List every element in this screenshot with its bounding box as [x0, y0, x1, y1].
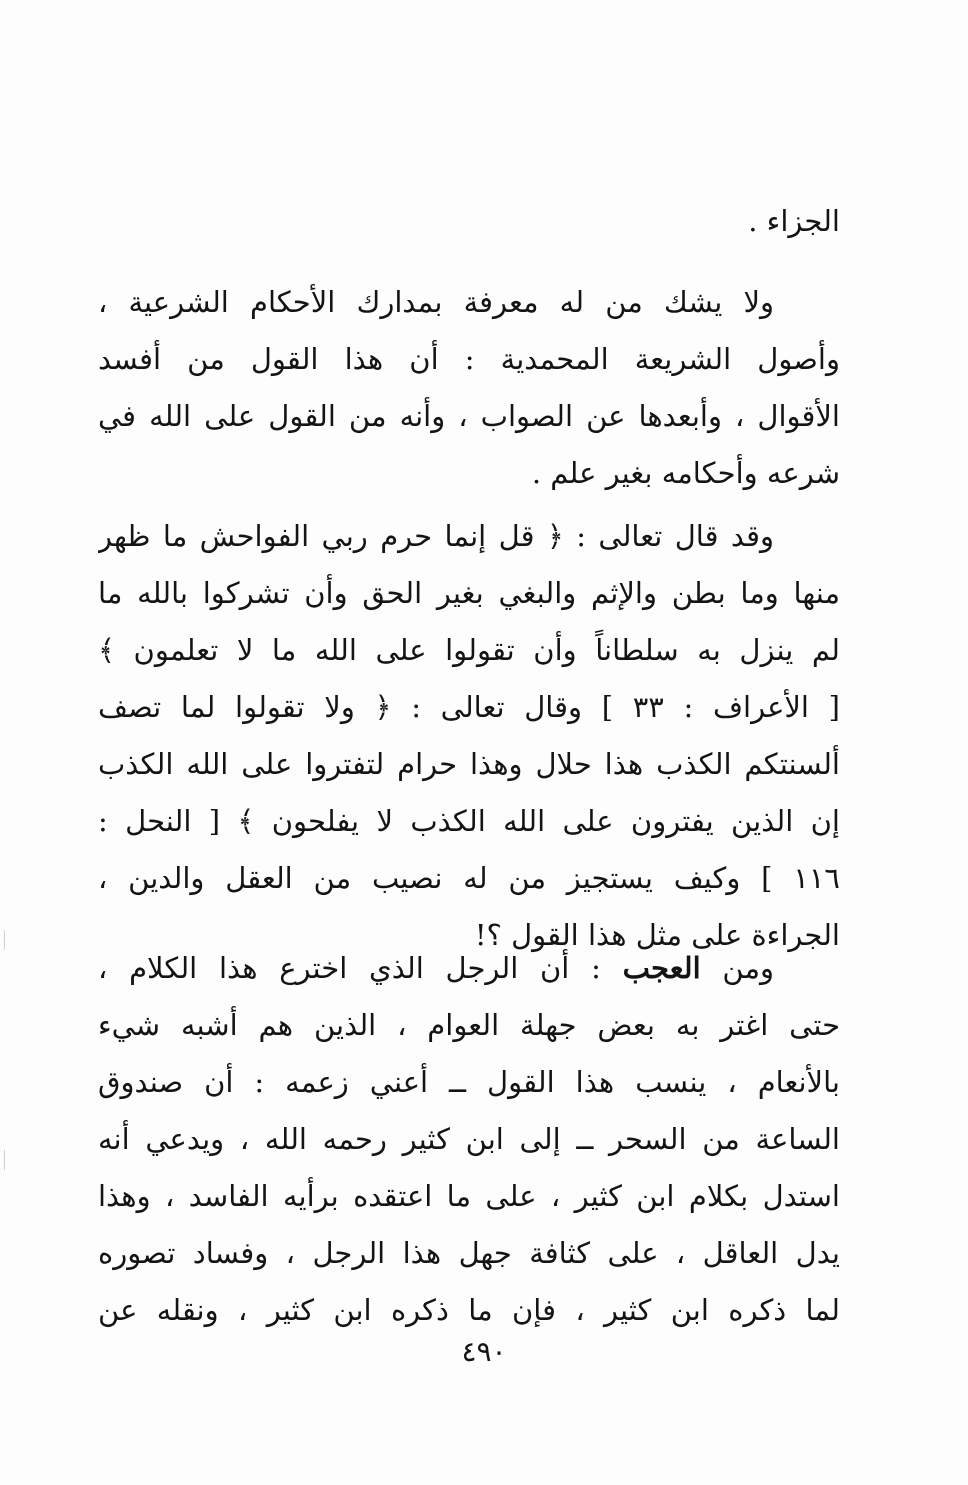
text-run: : أن الرجل الذي اخترع هذا الكلام ،: [98, 951, 623, 985]
text-line: ولا يشك من له معرفة بمدارك الأحكام الشرعية ،: [98, 285, 774, 319]
text-line: [98, 940, 840, 997]
text-line: إن الذين يفترون على الله الكذب لا يفلحون ﴾ [ النحل :: [98, 804, 840, 838]
paragraph-3: [98, 508, 840, 964]
bold-keyword: العجب: [622, 951, 701, 985]
page-edge-mark: [4, 930, 5, 950]
paragraph-1: [98, 193, 840, 250]
text-line: الساعة من السحر ــ إلى ابن كثير رحمه الله ، ويدعي أنه: [98, 1122, 840, 1156]
text-line: بالأنعام ، ينسب هذا القول ــ أعني زعمه : أن صندوق: [98, 1065, 840, 1099]
text-line: وقد قال تعالى : ﴿ قل إنما حرم ربي الفواحش ما ظهر: [98, 519, 774, 553]
paragraph-2: [98, 274, 840, 502]
text-line: الأقوال ، وأبعدها عن الصواب ، وأنه من القول على الله في: [98, 399, 840, 433]
text-line: لم ينزل به سلطاناً وأن تقولوا على الله ما لا تعلمون ﴾: [98, 633, 840, 667]
text-line: ألسنتكم الكذب هذا حلال وهذا حرام لتفتروا على الله الكذب: [98, 747, 840, 781]
text-line: ١١٦ ] وكيف يستجيز من له نصيب من العقل والدين ،: [98, 861, 840, 895]
text-line: يدل العاقل ، على كثافة جهل هذا الرجل ، وفساد تصوره: [98, 1236, 840, 1270]
text-line: لما ذكره ابن كثير ، فإن ما ذكره ابن كثير ، ونقله عن: [98, 1293, 840, 1327]
text-run: ومن: [700, 951, 774, 985]
text-line: منها وما بطن والإثم والبغي بغير الحق وأن تشركوا بالله ما: [98, 576, 840, 610]
page-edge-mark: [4, 1150, 5, 1170]
text-line: الجراءة على مثل هذا القول ؟!: [474, 918, 840, 952]
text-line: استدل بكلام ابن كثير ، على ما اعتقده برأيه الفاسد ، وهذا: [98, 1179, 840, 1213]
text-line: [ الأعراف : ٣٣ ] وقال تعالى : ﴿ ولا تقولوا لما تصف: [98, 690, 840, 724]
text-line: شرعه وأحكامه بغير علم .: [531, 456, 840, 490]
text-line: وأصول الشريعة المحمدية : أن هذا القول من أفسد: [98, 342, 840, 376]
paragraph-4: [98, 940, 840, 1339]
text-line: حتى اغتر به بعض جهلة العوام ، الذين هم أشبه شيء: [98, 1008, 840, 1042]
page-number: ٤٩٠: [461, 1335, 507, 1368]
text-line: الجزاء .: [748, 204, 840, 238]
